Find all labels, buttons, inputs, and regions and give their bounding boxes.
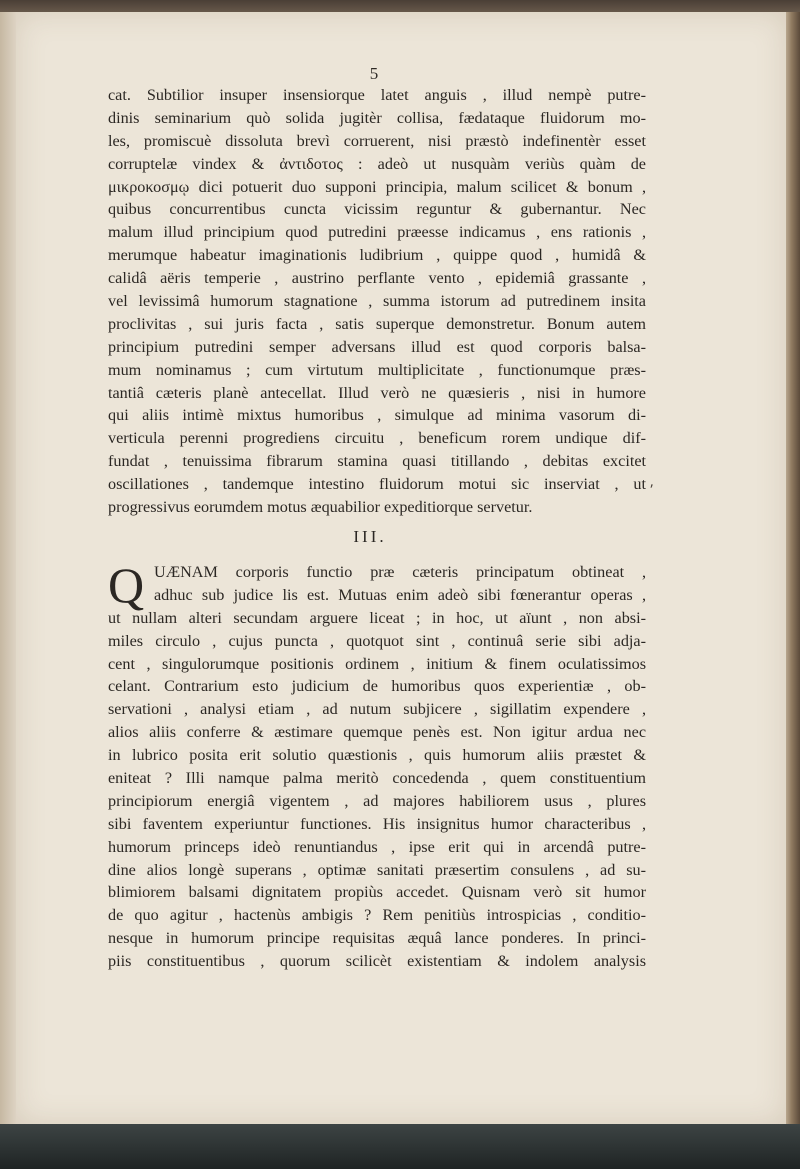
page-number: 5 (369, 64, 379, 83)
text-line: nesque in humorum principe requisitas æquâ lance ponderes. In princi- (108, 929, 646, 948)
text-line: oscillationes , tandemque intestino fluidorum motui sic inserviat , ut (108, 475, 646, 494)
text-line: UÆNAM corporis functio præ cæteris principatum obtineat , (154, 563, 646, 581)
text-line: sibi faventem experiuntur functiones. His insignitus humor characteribus , (108, 814, 646, 833)
text-line: mum nominamus ; cum virtutum multiplicitate , functionumque præs- (108, 360, 646, 379)
binding-edge (0, 12, 16, 1124)
text-line: alios aliis conferre & æstimare quemque penès est. Non igitur ardua nec (108, 723, 646, 742)
text-line: eniteat ? Illi namque palma meritò concedenda , quem constituentium (108, 769, 646, 788)
text-line: miles circulo , cujus puncta , quotquot sint , continuâ serie sibi adja- (108, 631, 646, 650)
drop-cap: Q (108, 557, 145, 613)
text-line: dine alios longè superans , optimæ sanitati præsertim consulens , ad su- (108, 860, 646, 879)
text-line: malum illud principium quod putredini præesse indicamus , ens rationis , (108, 223, 646, 242)
text-line: tantiâ cæteris planè antecellat. Illud verò ne quæsieris , nisi in humore (108, 383, 646, 402)
text-line: quibus concurrentibus cuncta vicissim reguntur & gubernantur. Nec (108, 200, 646, 219)
text-line: principium putredini semper adversans illud est quod corporis balsa- (108, 337, 646, 356)
page-edge (786, 12, 800, 1137)
paragraph-continuation (108, 84, 646, 519)
paragraph-section-three (108, 557, 646, 973)
text-line: progressivus eorumdem motus æquabilior expeditiorque servetur. (108, 498, 533, 517)
text-line: humorum princeps ideò renuntiandus , ipse erit qui in arcendâ putre- (108, 837, 646, 856)
section-heading: III. (353, 527, 387, 546)
text-line: ut nullam alteri secundam arguere liceat ; in hoc, ut aïunt , non absi- (108, 608, 646, 627)
text-line: de quo agitur , hactenùs ambigis ? Rem penitiùs introspicias , conditio- (108, 906, 646, 925)
text-line: μικροκοσμῳ dici potuerit duo supponi principia, malum scilicet & bonum , (108, 177, 646, 196)
text-line: les, promiscuè dissoluta brevì corruerent, nisi præstò indefinentèr esset (108, 131, 646, 150)
text-line: celant. Contrarium esto judicium de humoribus quos experientiæ , ob- (108, 677, 646, 696)
text-line: piis constituentibus , quorum scilicèt existentiam & indolem analysis (108, 952, 646, 971)
text-line: verticula perenni progrediens circuitu , beneficum rorem undique dif- (108, 429, 646, 448)
bottom-shadow-band (0, 1124, 800, 1169)
text-line: principiorum energiâ vigentem , ad majores habiliorem usus , plures (108, 791, 646, 810)
text-line: blimiorem balsami dignitatem propiùs accedet. Quisnam verò sit humor (108, 883, 646, 902)
text-line: merumque habeatur imaginationis ludibrium , quippe quod , humidâ & (108, 246, 646, 265)
text-line: servationi , analysi etiam , ad nutum subjicere , sigillatim expendere , (108, 700, 646, 719)
text-line: vel levissimâ humorum stagnatione , summa istorum ad putredinem insita (108, 292, 646, 311)
text-line: cat. Subtilior insuper insensiorque latet anguis , illud nempè putre- (108, 86, 646, 104)
text-line: corruptelæ vindex & ἀντιδοτος : adeò ut nusquàm veriùs quàm de (108, 154, 646, 173)
text-line: fundat , tenuissima fibrarum stamina quasi titillando , debitas excitet (108, 452, 646, 471)
text-line: proclivitas , sui juris facta , satis superque demonstretur. Bonum autem (108, 314, 646, 333)
text-line: in lubrico posita erit solutio quæstionis , quis humorum aliis præstet & (108, 746, 646, 765)
margin-mark: ⸴ (650, 477, 654, 492)
text-line: calidâ aëris temperie , austrino perflante vento , epidemiâ grassante , (108, 269, 646, 288)
text-line: cent , singulorumque positionis ordinem , initium & finem oculatissimos (108, 654, 646, 673)
text-line: adhuc sub judice lis est. Mutuas enim adeò sibi fœnerantur operas , (154, 585, 646, 604)
text-line: dinis seminarium quò solida jugitèr collisa, fædataque fluidorum mo- (108, 108, 646, 127)
text-line: qui aliis intimè mixtus humoribus , simulque ad minima vasorum di- (108, 406, 646, 425)
